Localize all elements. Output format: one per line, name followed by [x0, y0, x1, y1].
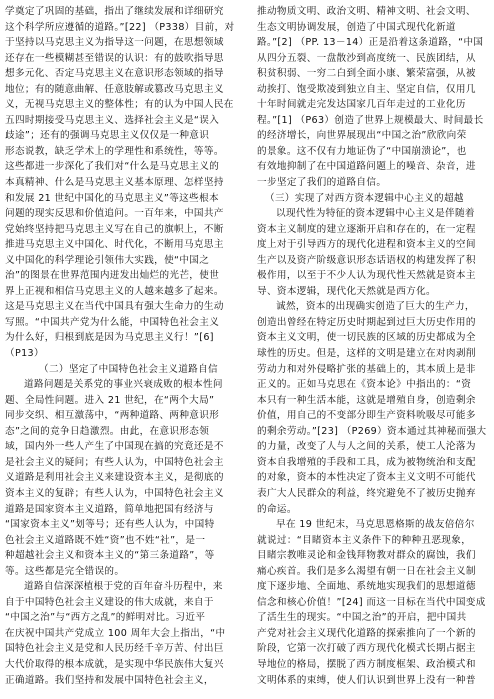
text-line: 本真精神、什么是马克思主义基本原理、怎样坚持 — [5, 177, 224, 189]
text-line: 态”之间的竞争日趋激烈。由此，在意识形态领 — [5, 425, 210, 437]
section-heading: （三）实现了对西方资本逻辑中心主义的超越 — [265, 192, 464, 204]
text-line: 这些都进一步深化了我们对“什么是马克思主义的 — [5, 161, 220, 173]
text-line: 从四分五裂、一盘散沙到高度统一、民族团结，从 — [257, 52, 476, 64]
text-line: 球性的历史。但是，这样的文明是建立在对肉剥削 — [257, 348, 476, 360]
text-line: 一步坚定了我们的道路自信。 — [257, 177, 387, 189]
text-line: 极作用，以至于不少人认为现代性天然就是资本主 — [257, 270, 476, 282]
text-line: 想多元化、否定马克思主义在意识形态领域的指导 — [5, 68, 224, 80]
text-line: 有效地抑制了在中国道路问题上的噪音、杂音，进 — [257, 161, 476, 173]
text-line: 党始终坚持把马克思主义写在自己的旗帜上，不断 — [5, 223, 224, 235]
text-line: 为什么好，归根到底是因为马克思主义行！”[6] — [5, 332, 214, 344]
text-line: 就说过：“目睹资本主义条件下的种种丑恶现象， — [257, 534, 472, 546]
text-line: 资本主义制度的建立逐渐开启和存在的，在一定程 — [257, 223, 476, 235]
text-line: 度上对于引导西方的现代化进程和资本主义的空间 — [257, 239, 476, 251]
text-line: 还存在一些模糊甚至错误的认识：有的鼓吹指导思 — [5, 52, 224, 64]
text-line: 的对象，资本的本性决定了资本主义文明不可能代 — [257, 472, 476, 484]
text-line: 同步交织、相互激荡中，“两种道路、两种意识形 — [5, 410, 220, 422]
text-line: 写照。“中国共产党为什么能，中国特色社会主义 — [5, 316, 220, 328]
text-line: 域，国内外一些人产生了中国现在搞的究竟还是不 — [5, 441, 224, 453]
text-line: 种超越社会主义和资本主义的“第三条道路”，等 — [5, 550, 215, 562]
text-line: 信念和核心价值！”[24] 而这一目标在当代中国变成 — [257, 596, 486, 608]
text-line: 等。这些都是完全错误的。 — [5, 565, 125, 577]
text-line: 的命运。 — [257, 503, 297, 515]
text-line: 资本主义的复辟；有些人认为，中国特色社会主义 — [5, 487, 224, 499]
right-column — [257, 4, 489, 688]
text-line: 了活生生的现实。“中国之治”的开启，把中国共 — [257, 612, 467, 624]
text-line: 道路是国家资本主义道路，简单地把国有经济与 — [5, 503, 214, 515]
text-line: 创造出曾经在特定历史时期起到过巨大历史作用的 — [257, 316, 476, 328]
text-line: 界上正视和相信马克思主义的人越来越多了起来。 — [5, 285, 224, 297]
text-line: 动挨打、饱受欺凌到独立自主、坚定自信，仅用几 — [257, 83, 476, 95]
text-line: 的力量，改变了人与人之间的关系，使工人沦落为 — [257, 441, 476, 453]
text-line: 积贫积弱、一穷二白到全面小康、繁荣富强，从被 — [257, 68, 476, 80]
text-line: 痛心疾首。我们是多么渴望有朝一日在社会主义制 — [257, 565, 476, 577]
text-line: 价值，用自己的不变部分即生产资料吮吸尽可能多 — [257, 410, 476, 422]
text-line: 这个科学所应遵循的道路。”[22] （P338）目前，对 — [5, 21, 235, 33]
text-line: （P13） — [5, 348, 44, 360]
text-line: 资本主义文明，使一切民族的区域的历史都成为全 — [257, 332, 476, 344]
text-line: “国家资本主义”划等号；还有些人认为，中国特 — [5, 519, 215, 531]
text-line: 义道路是利用社会主义来建设资本主义，是彻底的 — [5, 472, 224, 484]
text-line: 是社会主义的疑问；有些人认为，中国特色社会主 — [5, 456, 224, 468]
text-line: 程。”[1] （P63）创造了世界上规模最大、时间最长 — [257, 114, 484, 126]
text-line: 题、全局性问题。进入 21 世纪，在“两个大局” — [5, 394, 215, 406]
text-line: 表广大人民群众的利益，终究避免不了被历史抛弃 — [257, 487, 476, 499]
text-line: 义，无视马克思主义的整体性；有的认为中国人民在 — [5, 99, 234, 111]
text-line: 色社会主义道路既不姓“资”也不姓“社”，是一 — [5, 534, 206, 546]
left-column — [5, 4, 237, 688]
text-line: 劳动力和对外侵略扩张的基础上的，其本质上是非 — [257, 363, 476, 375]
section-heading: （二）坚定了中国特色社会主义道路自信 — [39, 363, 218, 375]
text-line: 道路自信深深植根于党的百年奋斗历程中，来 — [24, 581, 223, 593]
text-line: 导、资本逻辑，现代化天然就是西方化。 — [257, 285, 436, 297]
text-line: 正义的。正如马克思在《资本论》中指出的：“资 — [257, 379, 472, 391]
text-line: 义中国化的科学理论引领伟大实践，使“中国之 — [5, 254, 210, 266]
text-line: “中国之治”与“西方之乱”的鲜明对比。习近平 — [5, 612, 206, 624]
text-line: 本只有一种生活本能，这就是增殖自身，创造剩余 — [257, 394, 476, 406]
text-line: 的经济增长，向世界展现出“中国之治”欣欣向荣 — [257, 130, 467, 142]
text-line: 道路问题是关系党的事业兴衰成败的根本性问 — [24, 379, 223, 391]
text-line: 导地位的格局，摆脱了西方制度框架、政治模式和 — [257, 658, 476, 670]
text-line: 产党对社会主义现代化道路的探索推向了一个新的 — [257, 627, 476, 639]
text-line: 五四时期接受马克思主义、选择社会主义是“误入 — [5, 114, 220, 126]
text-line: 目睹宗教唯灵论和金钱拜物教对群众的腐蚀，我们 — [257, 550, 476, 562]
text-line: 自于中国特色社会主义建设的伟大成就，来自于 — [5, 596, 214, 608]
text-line: 正确道路。我们坚持和发展中国特色社会主义， — [5, 674, 214, 686]
text-line: 生态文明协调发展，创造了中国式现代化新道 — [257, 21, 456, 33]
text-line: 文明体系的束缚，使人们认识到世界上没有一种普 — [257, 674, 476, 686]
text-line: 诚然，资本的出现确实创造了巨大的生产力， — [276, 301, 475, 313]
text-line: 推动物质文明、政治文明、精神文明、社会文明、 — [257, 6, 476, 17]
text-line: 早在 19 世纪末，马克思恩格斯的战友倍倍尔 — [276, 519, 475, 531]
text-line: 地位；有的随意曲解、任意肢解或篡改马克思主义 — [5, 83, 224, 95]
text-line: 资本自我增殖的手段和工具，成为被物统治和支配 — [257, 456, 476, 468]
text-line: 形态说教，缺乏学术上的学理性和系统性，等等。 — [5, 145, 224, 157]
text-line: 十年时间就走完发达国家几百年走过的工业化历 — [257, 99, 466, 111]
text-line: 在庆祝中国共产党成立 100 周年大会上指出，“中 — [5, 627, 226, 639]
text-line: 和发展 21 世纪中国化的马克思主义”等这些根本 — [5, 192, 219, 204]
text-line: 治”的图景在世界范围内迸发出灿烂的光芒，使世 — [5, 270, 220, 282]
text-line: 推进马克思主义中国化、时代化，不断用马克思主 — [5, 239, 224, 251]
text-line: 这是马克思主义在当代中国具有强大生命力的生动 — [5, 301, 224, 313]
text-line: 学奠定了巩固的基础，指出了继续发展和详细研究 — [5, 6, 224, 17]
text-line: 歧途”；还有的强调马克思主义仅仅是一种意识 — [5, 130, 210, 142]
text-line: 于坚持以马克思主义为指导这一问题，在思想领域 — [5, 37, 224, 49]
text-line: 大代价取得的根本成就，是实现中华民族伟大复兴 — [5, 658, 224, 670]
text-line: 生产以及资产阶级意识形态话语权的构建发挥了积 — [257, 254, 476, 266]
text-line: 的景象。这不仅有力地证伪了“中国崩溃论”，也 — [257, 145, 467, 157]
text-line: 以现代性为特征的资本逻辑中心主义是伴随着 — [276, 208, 475, 220]
text-line: 的剩余劳动。”[23] （P269）资本通过其神秘而强大 — [257, 425, 487, 437]
text-line: 阶段，它第一次打破了西方现代化模式长期占据主 — [257, 643, 476, 655]
text-line: 问题的现实反思和价值追问。一百年来，中国共产 — [5, 208, 224, 220]
text-line: 路。”[2] （PP. 13－14）正是沿着这条道路，“中国 — [257, 37, 484, 49]
text-line: 国特色社会主义是党和人民历经千辛万苦、付出巨 — [5, 643, 224, 655]
text-line: 度下逐步地、全面地、系统地实现我们的思想道德 — [257, 581, 476, 593]
